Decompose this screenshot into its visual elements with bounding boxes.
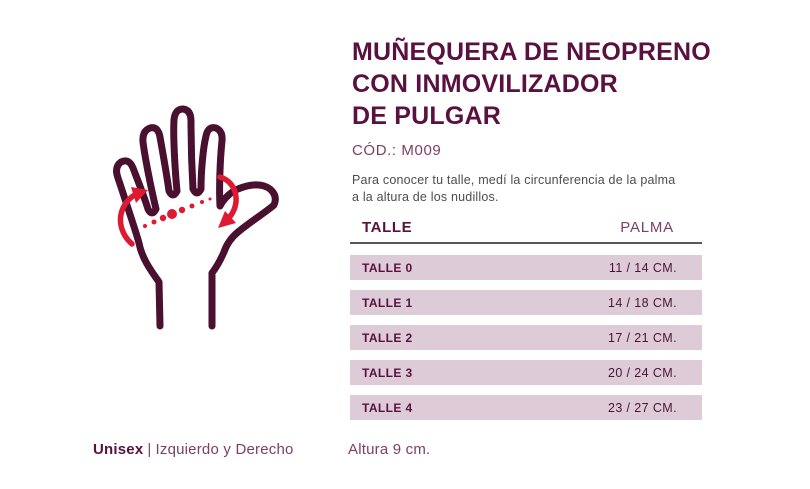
header-divider	[350, 242, 702, 244]
hand-outline	[117, 109, 276, 326]
palm-range: 23 / 27 CM.	[607, 400, 677, 415]
height-note: Altura 9 cm.	[348, 441, 431, 458]
product-title	[352, 36, 752, 132]
size-label: TALLE 1	[362, 295, 413, 310]
gender-label: Unisex	[93, 441, 144, 458]
table-row	[350, 290, 702, 315]
palm-range: 14 / 18 CM.	[607, 295, 677, 310]
sides-label: Izquierdo y Derecho	[155, 441, 294, 458]
sizing-instructions	[352, 172, 712, 206]
table-row	[350, 395, 702, 420]
sizing-instructions-line-2: a la altura de los nudillos.	[352, 190, 499, 204]
sizing-instructions-line-1: Para conocer tu talle, medí la circunferencia de la palma	[352, 173, 676, 187]
hand-palm-circumference-svg	[90, 80, 330, 330]
table-row	[350, 255, 702, 280]
table-row	[350, 360, 702, 385]
footer-gender-sides	[93, 441, 294, 458]
palm-range: 11 / 14 CM.	[608, 260, 677, 275]
size-label: TALLE 4	[362, 400, 413, 415]
size-table-body	[350, 255, 702, 420]
size-table	[350, 219, 702, 420]
size-label: TALLE 2	[362, 330, 413, 345]
product-title-line-3: DE PULGAR	[352, 102, 502, 130]
palm-range: 20 / 24 CM.	[607, 365, 677, 380]
palm-range: 17 / 21 CM.	[607, 330, 677, 345]
palm-column-header: PALMA	[620, 219, 674, 236]
product-title-line-1: MUÑEQUERA DE NEOPRENO	[352, 38, 711, 66]
table-row	[350, 325, 702, 350]
size-label: TALLE 3	[362, 365, 413, 380]
hand-palm-circumference-icon	[90, 80, 330, 330]
size-table-header	[350, 219, 702, 236]
product-title-line-2: CON INMOVILIZADOR	[352, 70, 618, 98]
product-code: CÓD.: M009	[352, 142, 442, 159]
size-label: TALLE 0	[362, 260, 413, 275]
size-column-header: TALLE	[362, 219, 413, 236]
footer-separator: |	[147, 441, 152, 458]
